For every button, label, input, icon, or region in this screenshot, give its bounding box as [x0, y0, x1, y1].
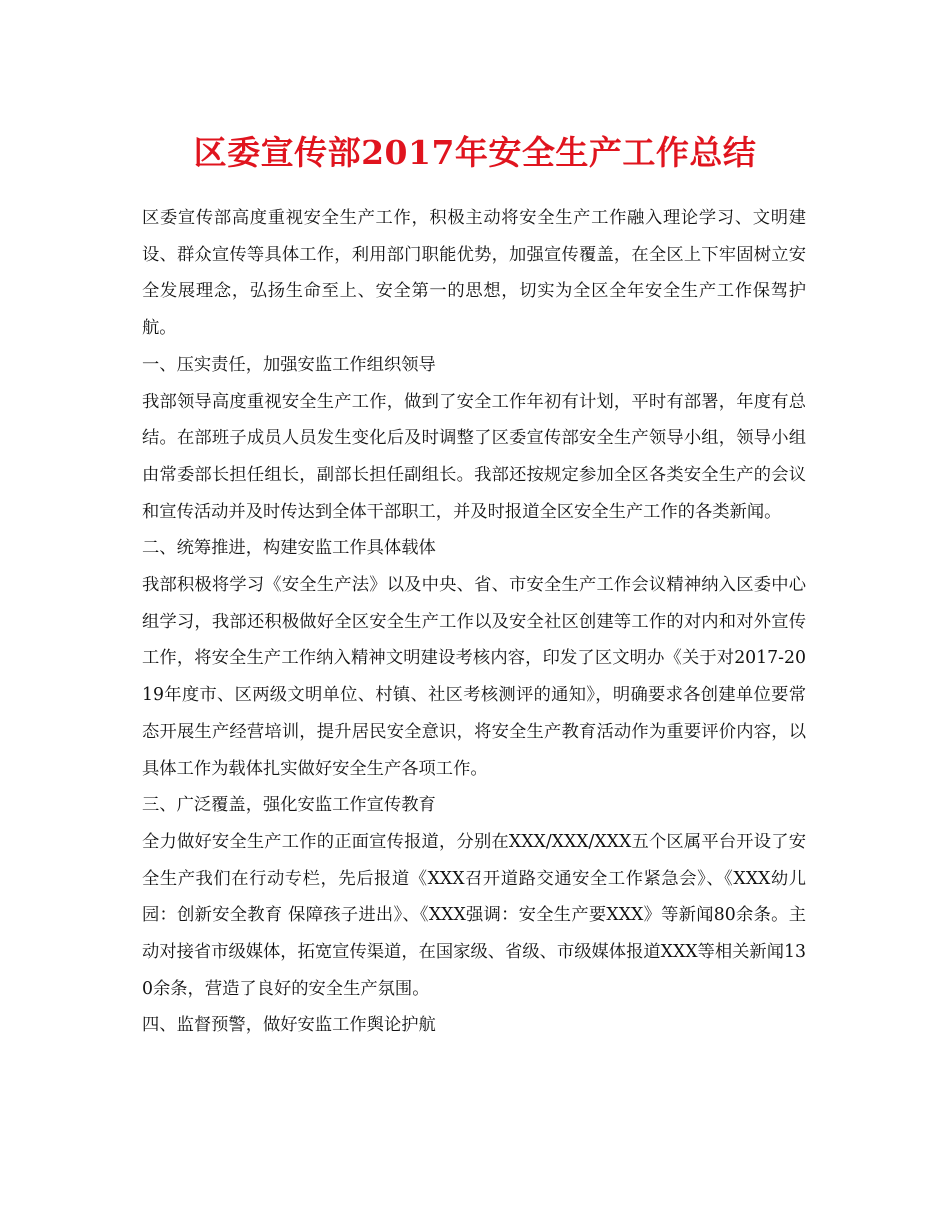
section-heading-3: 三、广泛覆盖，强化安监工作宣传教育: [142, 795, 436, 816]
document-title: 区委宣传部2017年安全生产工作总结: [193, 133, 757, 172]
section-heading-1: 一、压实责任，加强安监工作组织领导: [142, 354, 436, 375]
document-body: [142, 200, 806, 1044]
section-paragraph-1: 我部领导高度重视安全生产工作，做到了安全工作年初有计划，平时有部署，年度有总结。在部班子成员人员发生变化后及时调整了区委宣传部安全生产领导小组，领导小组由常委部长担任组长，副部长担任副组长。我部还按规定参加全区各类安全生产的会议和宣传活动并及时传达到全体干部职工，并及时报道全区安全生产工作的各类新闻。: [142, 391, 806, 522]
section-paragraph-2: 我部积极将学习《安全生产法》以及中央、省、市安全生产工作会议精神纳入区委中心组学习，我部还积极做好全区安全生产工作以及安全社区创建等工作的对内和对外宣传工作，将安全生产工作纳入精神文明建设考核内容，印发了区文明办《关于对2017-2019年度市、区两级文明单位、村镇、社区考核测评的通知》，明确要求各创建单位要常态开展生产经营培训，提升居民安全意识，将安全生产教育活动作为重要评价内容，以具体工作为载体扎实做好安全生产各项工作。: [142, 575, 806, 779]
intro-paragraph: 区委宣传部高度重视安全生产工作，积极主动将安全生产工作融入理论学习、文明建设、群众宣传等具体工作，利用部门职能优势，加强宣传覆盖，在全区上下牢固树立安全发展理念，弘扬生命至上、安全第一的思想，切实为全区全年安全生产工作保驾护航。: [142, 208, 806, 339]
section-paragraph-3: 全力做好安全生产工作的正面宣传报道，分别在XXX/XXX/XXX五个区属平台开设了安全生产我们在行动专栏，先后报道《XXX召开道路交通安全工作紧急会》、《XXX幼儿园：创新安全教育 保障孩子进出》、《XXX强调：安全生产要XXX》等新闻80余条。主动对接省市级媒体，拓宽宣传渠道，在国家级、省级、市级媒体报道XXX等相关新闻130余条，营造了良好的安全生产氛围。: [142, 831, 806, 999]
section-heading-4: 四、监督预警，做好安监工作舆论护航: [142, 1015, 436, 1036]
section-heading-2: 二、统筹推进，构建安监工作具体载体: [142, 538, 436, 559]
